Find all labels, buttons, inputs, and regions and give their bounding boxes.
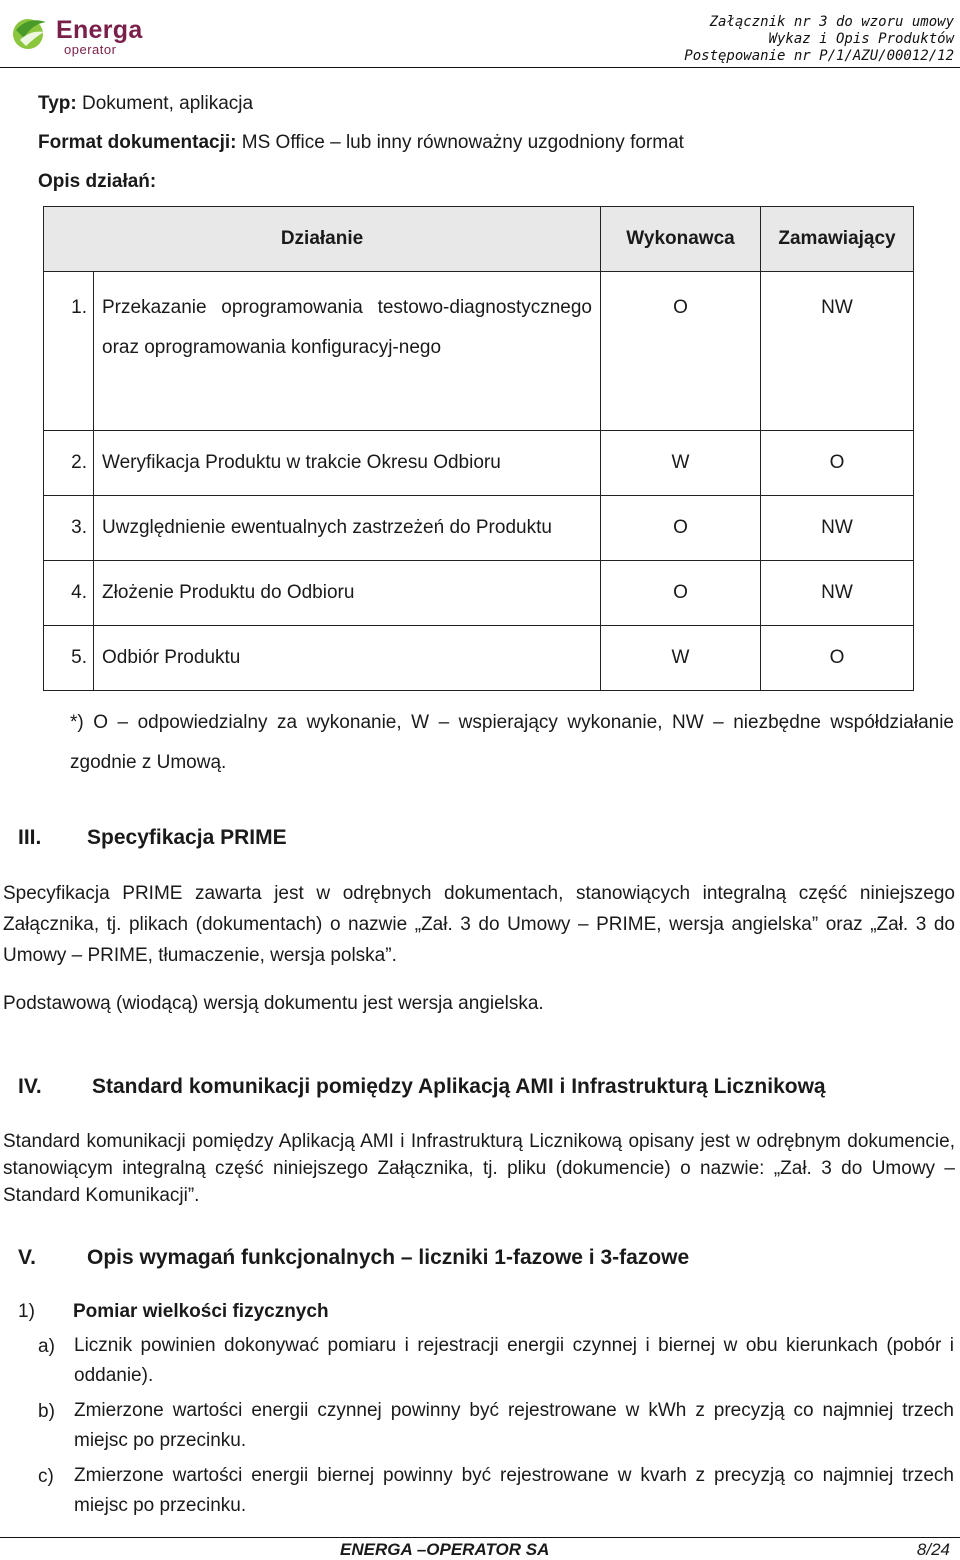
section-5-title: Opis wymagań funkcjonalnych – liczniki 1-fazowe i 3-fazowe [87,1246,690,1269]
footer-page-number: 8/24 [916,1540,950,1559]
table-row [44,431,914,496]
typ-line [38,94,253,114]
row-zamawiajacy: O [761,626,914,691]
row-wykonawca: W [601,626,761,691]
row-action: Weryfikacja Produktu w trakcie Okresu Odbioru [94,431,601,496]
row-number: 1. [44,272,94,431]
row-wykonawca: O [601,272,761,431]
header-zamawiajacy: Zamawiający [761,207,914,272]
row-action: Złożenie Produktu do Odbioru [94,561,601,626]
header-line-2: Wykaz i Opis Produktów [768,31,954,47]
row-number: 5. [44,626,94,691]
row-wykonawca: O [601,496,761,561]
format-line [38,133,684,153]
row-zamawiajacy: NW [761,272,914,431]
opis-label: Opis działań: [38,171,157,192]
typ-label: Typ: [38,93,77,114]
section-3-number: III. [18,826,42,849]
section-3-paragraph-1: Specyfikacja PRIME zawarta jest w odrębnych dokumentach, stanowiących integralną część niniejszego Załącznika, tj. plikach (dokumentach) o nazwie „Zał. 3 do Umowy – PRIME, wersja angielska” oraz „Zał. 3 do Umowy – PRIME, tłumaczenie, wersja polska”. [3,883,955,966]
format-label: Format dokumentacji: [38,132,237,153]
row-action: Uwzględnienie ewentualnych zastrzeżeń do Produktu [94,496,601,561]
subsection-number: 1) [18,1301,35,1322]
logo-sub-text: operator [64,42,117,57]
list-item-text: Zmierzone wartości energii czynnej powinny być rejestrowane w kWh z precyzją co najmniej trzech miejsc po przecinku. [74,1400,954,1451]
subsection-title: Pomiar wielkości fizycznych [73,1301,329,1322]
header-document-info [684,14,954,65]
footer-divider [0,1537,960,1538]
header-wykonawca: Wykonawca [601,207,761,272]
footer-company: ENERGA –OPERATOR SA [340,1540,550,1559]
row-wykonawca: W [601,431,761,496]
list-item-letter: a) [38,1336,55,1357]
header-line-3: Postępowanie nr P/1/AZU/00012/12 [684,48,954,64]
typ-value: Dokument, aplikacja [81,93,254,114]
list-item-letter: b) [38,1401,55,1422]
responsibility-table [43,206,914,691]
row-wykonawca: O [601,561,761,626]
format-value: MS Office – lub inny równoważny uzgodniony format [241,132,684,153]
list-item-text: Licznik powinien dokonywać pomiaru i rejestracji energii czynnej i biernej w obu kierunkach (pobór i oddanie). [74,1335,954,1386]
table-row [44,272,914,431]
row-zamawiajacy: O [761,431,914,496]
list-item-text: Zmierzone wartości energii biernej powinny być rejestrowane w kvarh z precyzją co najmniej trzech miejsc po przecinku. [74,1465,954,1516]
section-3-paragraph-2: Podstawową (wiodącą) wersją dokumentu jest wersja angielska. [3,993,544,1014]
row-action: Odbiór Produktu [94,626,601,691]
header-divider [0,67,960,68]
energa-logo-icon [10,12,50,52]
section-4-paragraph: Standard komunikacji pomiędzy Aplikacją AMI i Infrastrukturą Licznikową opisany jest w odrębnym dokumencie, stanowiącym integralną część niniejszego Załącznika, tj. pliku (dokumencie) o nazwie: „Zał. 3 do Umowy – Standard Komunikacji”. [3,1131,955,1206]
header-dzialanie: Działanie [44,207,601,272]
energa-logo [8,8,158,56]
section-3-title: Specyfikacja PRIME [87,826,287,849]
section-4-title: Standard komunikacji pomiędzy Aplikacją AMI i Infrastrukturą Licznikową [92,1075,826,1098]
row-number: 4. [44,561,94,626]
row-zamawiajacy: NW [761,561,914,626]
section-5-number: V. [18,1246,36,1269]
table-row [44,626,914,691]
header-line-1: Załącznik nr 3 do wzoru umowy [709,14,954,30]
list-item-letter: c) [38,1466,54,1487]
table-row [44,561,914,626]
row-action: Przekazanie oprogramowania testowo-diagnostycznego oraz oprogramowania konfiguracyj-nego [94,272,601,431]
logo-brand-text: Energa [56,16,143,44]
row-number: 3. [44,496,94,561]
table-footnote: *) O – odpowiedzialny za wykonanie, W – wspierający wykonanie, NW – niezbędne współdziałanie zgodnie z Umową. [70,712,954,773]
table-header-row [44,207,914,272]
section-4-number: IV. [18,1075,42,1098]
table-row [44,496,914,561]
row-number: 2. [44,431,94,496]
row-zamawiajacy: NW [761,496,914,561]
